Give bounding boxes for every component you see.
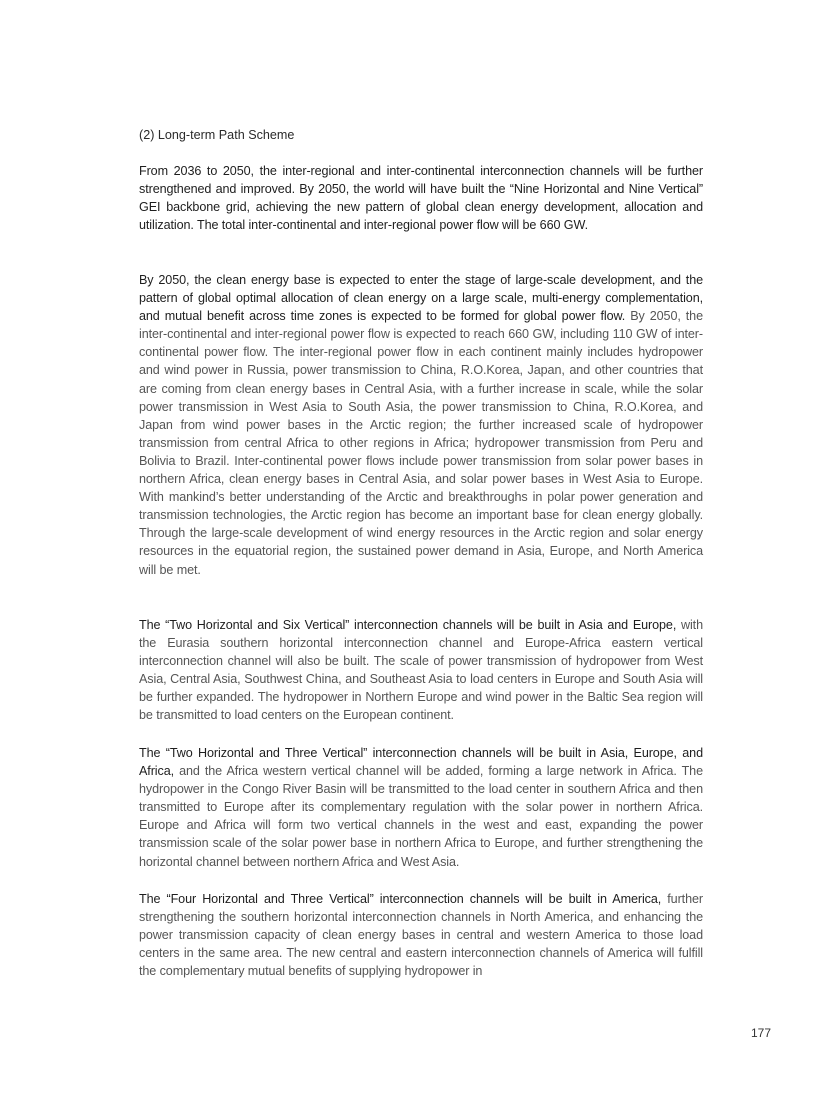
paragraph-4 <box>139 744 703 871</box>
paragraph-1 <box>139 162 703 234</box>
paragraph-4-body: and the Africa western vertical channel will be added, forming a large network in Africa. The hydropower in the Congo River Basin will be transmitted to the load center in southern Africa and then transmitted to Europe after its complementary regulation with the solar power in northern Africa. Europe and Africa will form two vertical channels in the west and east, expanding the power transmission scale of the solar power base in northern Africa to Europe, and further strengthening the horizontal channel between northern Africa and West Asia. <box>139 764 703 869</box>
paragraph-5-body: further strengthening the southern horizontal interconnection channels in North America, and enhancing the power transmission capacity of clean energy bases in central and western America to those load centers in the same area. The new central and eastern interconnection channels of America will fulfill the complementary mutual benefits of supplying hydropower in <box>139 892 703 979</box>
paragraph-3-lead: The “Two Horizontal and Six Vertical” interconnection channels will be built in Asia and Europe, <box>139 618 677 632</box>
paragraph-2-body: By 2050, the inter-continental and inter-regional power flow is expected to reach 660 GW, including 110 GW of inter-continental power flow. The inter-regional power flow in each continent mainly includes hydropower and wind power in Russia, power transmission to China, R.O.Korea, Japan, and other countries that are coming from clean energy bases in Central Asia, with a further increase in scale, while the solar power transmission in West Asia to South Asia, the power transmission to China, R.O.Korea, and Japan from wind power bases in the Arctic region; the further increased scale of hydropower transmission from central Africa to other regions in Africa; hydropower transmission from Peru and Bolivia to Brazil. Inter-continental power flows include power transmission from solar power bases in northern Africa, clean energy bases in Central Asia, and solar power bases in West Asia to Europe. With mankind’s better understanding of the Arctic and breakthroughs in polar power generation and transmission technologies, the Arctic region has become an important base for clean energy globally. Through the large-scale development of wind energy resources in the Arctic region and solar energy resources in the equatorial region, the sustained power demand in Asia, Europe, and North America will be met. <box>139 309 703 577</box>
paragraph-2 <box>139 271 703 579</box>
paragraph-5 <box>139 890 703 980</box>
paragraph-1-lead: From 2036 to 2050, the inter-regional and inter-continental interconnection channels will be further strengthened and improved. By 2050, the world will have built the “Nine Horizontal and Nine Vertical” GEI backbone grid, achieving the new pattern of global clean energy development, allocation and utilization. The total inter-continental and inter-regional power flow will be 660 GW. <box>139 164 703 233</box>
paragraph-3 <box>139 616 703 725</box>
page-number: 177 <box>751 1026 772 1040</box>
section-heading: (2) Long-term Path Scheme <box>139 128 295 142</box>
paragraph-4-lead: The “Two Horizontal and Three Vertical” interconnection channels will be built in Asia, Europe, and Africa, <box>139 746 703 779</box>
paragraph-5-lead: The “Four Horizontal and Three Vertical” interconnection channels will be built in America, <box>139 892 662 906</box>
paragraph-2-lead: By 2050, the clean energy base is expected to enter the stage of large-scale development, and the pattern of global optimal allocation of clean energy on a large scale, multi-energy complementation, and mutual benefit across time zones is expected to be formed for global power flow. <box>139 273 703 324</box>
paragraph-3-body: with the Eurasia southern horizontal interconnection channel and Europe-Africa eastern vertical interconnection channel will also be built. The scale of power transmission of hydropower from West Asia, Central Asia, Southwest China, and Southeast Asia to load centers in Europe and South Asia will be further expanded. The hydropower in Northern Europe and wind power in the Baltic Sea region will be transmitted to load centers on the European continent. <box>139 618 703 723</box>
